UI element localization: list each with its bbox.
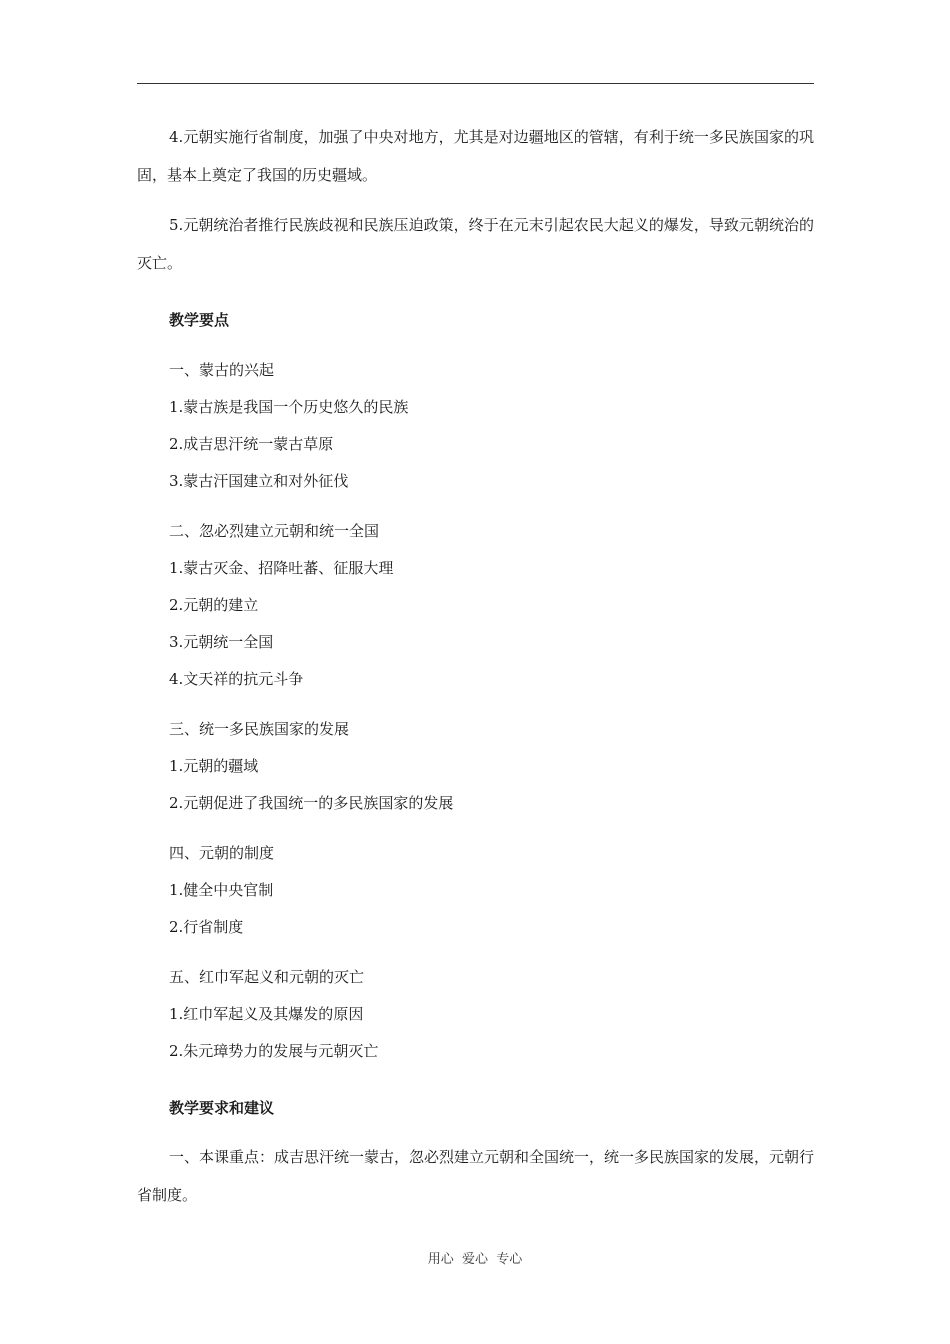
section-title-1: 一、蒙古的兴起 [169,361,275,379]
heading-teaching-requirements: 教学要求和建议 [169,1099,275,1117]
list-item: 1.健全中央官制 [169,881,274,899]
list-item: 2.朱元璋势力的发展与元朝灭亡 [169,1042,379,1060]
section-title-5: 五、红巾军起义和元朝的灭亡 [169,968,365,986]
list-item: 1.蒙古灭金、招降吐蕃、征服大理 [169,559,394,577]
page-footer: 用心 爱心 专心 [427,1252,523,1267]
header-rule [137,83,814,84]
list-item: 2.元朝促进了我国统一的多民族国家的发展 [169,794,454,812]
heading-teaching-points: 教学要点 [169,311,230,329]
list-item: 1.元朝的疆域 [169,757,259,775]
section-title-3: 三、统一多民族国家的发展 [169,720,350,738]
section-title-4: 四、元朝的制度 [169,844,275,862]
list-item: 2.成吉思汗统一蒙古草原 [169,435,334,453]
list-item: 2.元朝的建立 [169,596,259,614]
section-title-2: 二、忽必烈建立元朝和统一全国 [169,522,380,540]
paragraph-key-points: 一、本课重点：成吉思汗统一蒙古，忽必烈建立元朝和全国统一，统一多民族国家的发展，元朝行省制度。 [137,1148,815,1204]
list-item: 2.行省制度 [169,918,244,936]
list-item: 1.蒙古族是我国一个历史悠久的民族 [169,398,409,416]
page-content [137,118,814,1214]
list-item: 3.元朝统一全国 [169,633,274,651]
list-item: 3.蒙古汗国建立和对外征伐 [169,472,349,490]
paragraph-4: 4.元朝实施行省制度，加强了中央对地方，尤其是对边疆地区的管辖，有利于统一多民族国家的巩固，基本上奠定了我国的历史疆域。 [137,128,814,184]
list-item: 1.红巾军起义及其爆发的原因 [169,1005,364,1023]
paragraph-5: 5.元朝统治者推行民族歧视和民族压迫政策，终于在元末引起农民大起义的爆发，导致元朝统治的灭亡。 [137,216,814,272]
list-item: 4.文天祥的抗元斗争 [169,670,304,688]
